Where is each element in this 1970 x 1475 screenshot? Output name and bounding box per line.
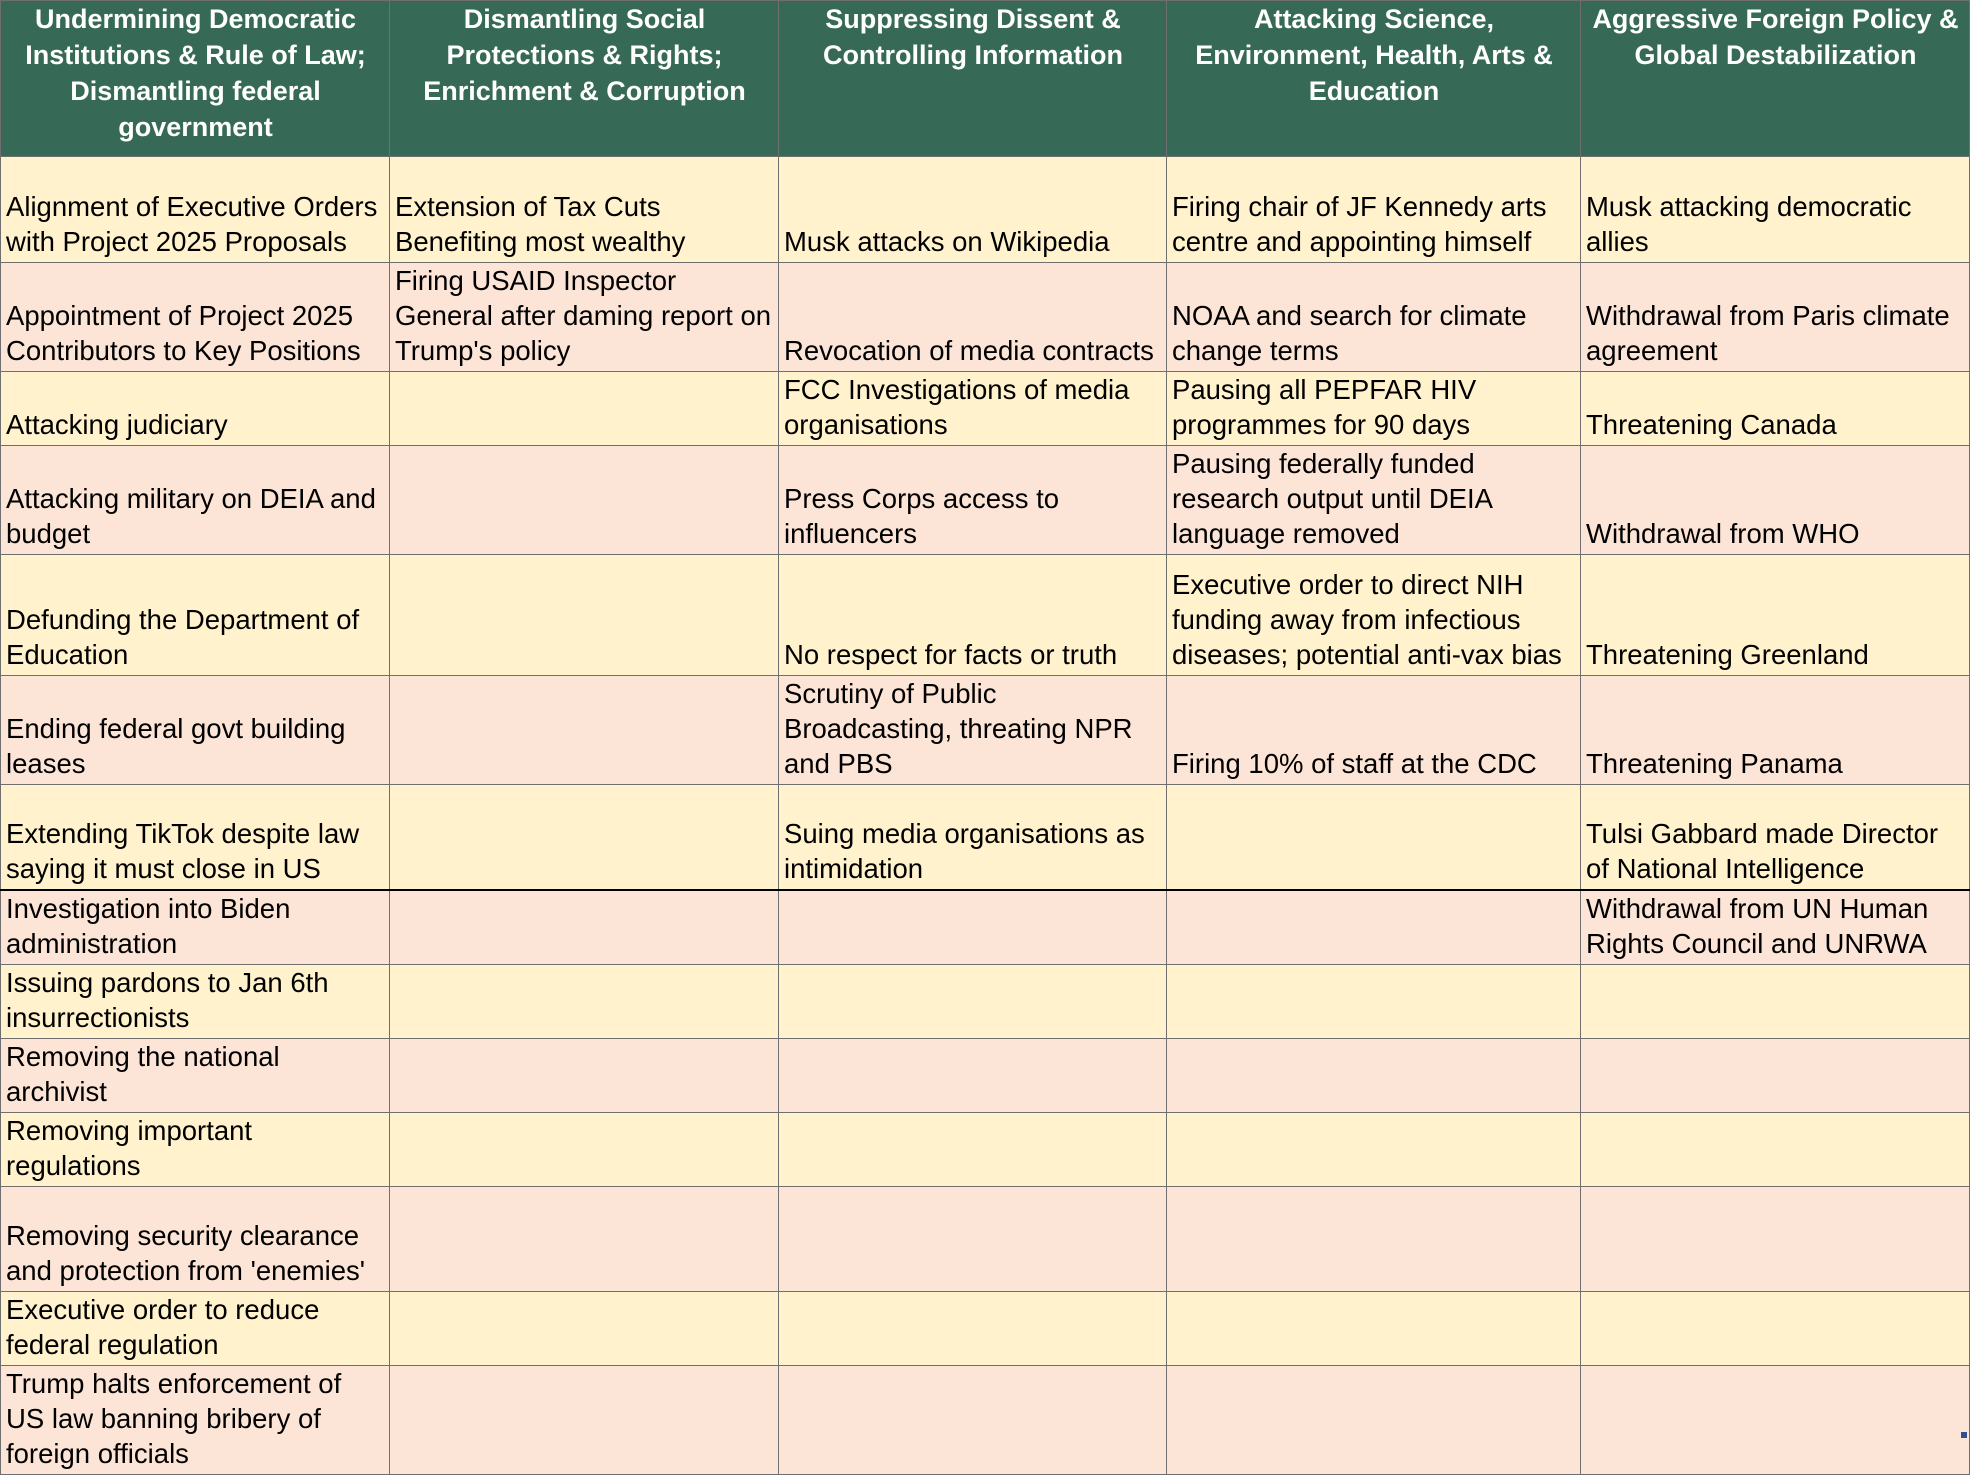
table-cell[interactable] [390,372,779,446]
table-cell[interactable]: Firing chair of JF Kennedy arts centre and appointing himself [1167,157,1581,263]
table-cell[interactable]: Musk attacks on Wikipedia [779,157,1167,263]
table-cell[interactable] [390,1291,779,1365]
table-row [1,1112,1970,1186]
table-cell[interactable]: Pausing federally funded research output until DEIA language removed [1167,446,1581,555]
table-cell[interactable]: Defunding the Department of Education [1,555,390,676]
table-cell[interactable]: Appointment of Project 2025 Contributors to Key Positions [1,263,390,372]
table-cell[interactable]: Investigation into Biden administration [1,890,390,965]
table-cell[interactable] [779,1291,1167,1365]
column-header[interactable]: Suppressing Dissent & Controlling Information [779,1,1167,157]
table-cell[interactable]: No respect for facts or truth [779,555,1167,676]
table-row [1,372,1970,446]
table-cell[interactable]: Withdrawal from WHO [1581,446,1970,555]
table-cell[interactable]: NOAA and search for climate change terms [1167,263,1581,372]
table-cell[interactable]: Removing the national archivist [1,1038,390,1112]
table-cell[interactable] [779,964,1167,1038]
column-header[interactable]: Aggressive Foreign Policy & Global Destabilization [1581,1,1970,157]
table-cell[interactable]: Extension of Tax Cuts Benefiting most wealthy [390,157,779,263]
table-cell[interactable] [1167,964,1581,1038]
table-cell[interactable]: Alignment of Executive Orders with Project 2025 Proposals [1,157,390,263]
table-cell[interactable] [779,1186,1167,1291]
table-row [1,446,1970,555]
column-header[interactable]: Dismantling Social Protections & Rights; Enrichment & Corruption [390,1,779,157]
table-row [1,785,1970,890]
table-cell[interactable]: Pausing all PEPFAR HIV programmes for 90 days [1167,372,1581,446]
table-row [1,964,1970,1038]
table-cell[interactable] [390,785,779,890]
table-cell[interactable]: Executive order to reduce federal regulation [1,1291,390,1365]
table-cell[interactable] [390,555,779,676]
table-cell[interactable] [1167,785,1581,890]
table-cell[interactable] [1581,964,1970,1038]
table-cell[interactable] [390,1365,779,1474]
table-row [1,890,1970,965]
table-cell[interactable] [390,890,779,965]
table-cell[interactable] [390,1038,779,1112]
header-row [1,1,1970,157]
table-cell[interactable] [1167,890,1581,965]
table-cell[interactable] [1581,1365,1970,1474]
table-cell[interactable] [1581,1186,1970,1291]
table-row [1,263,1970,372]
table-cell[interactable] [390,1186,779,1291]
table-cell[interactable] [779,1365,1167,1474]
table-cell[interactable]: Firing USAID Inspector General after daming report on Trump's policy [390,263,779,372]
table-cell[interactable]: Ending federal govt building leases [1,676,390,785]
table-cell[interactable]: Firing 10% of staff at the CDC [1167,676,1581,785]
table-cell[interactable]: Extending TikTok despite law saying it must close in US [1,785,390,890]
table-cell[interactable] [390,964,779,1038]
table-cell[interactable]: Executive order to direct NIH funding away from infectious diseases; potential anti-vax bias [1167,555,1581,676]
table-cell[interactable] [1581,1291,1970,1365]
table-row [1,676,1970,785]
table-cell[interactable] [1167,1291,1581,1365]
table-cell[interactable] [1581,1112,1970,1186]
fill-handle[interactable] [1961,1432,1967,1438]
table-cell[interactable]: Attacking military on DEIA and budget [1,446,390,555]
table-cell[interactable] [390,676,779,785]
table-cell[interactable]: Issuing pardons to Jan 6th insurrectionists [1,964,390,1038]
table-cell[interactable] [1167,1038,1581,1112]
table-cell[interactable]: Scrutiny of Public Broadcasting, threating NPR and PBS [779,676,1167,785]
table-cell[interactable] [1167,1365,1581,1474]
table-cell[interactable]: Trump halts enforcement of US law banning bribery of foreign officials [1,1365,390,1474]
table-cell[interactable] [1167,1186,1581,1291]
table-cell[interactable]: Press Corps access to influencers [779,446,1167,555]
table-cell[interactable]: Musk attacking democratic allies [1581,157,1970,263]
table-cell[interactable]: Withdrawal from Paris climate agreement [1581,263,1970,372]
table-cell[interactable]: Threatening Panama [1581,676,1970,785]
table-cell[interactable] [1167,1112,1581,1186]
table-cell[interactable]: Tulsi Gabbard made Director of National Intelligence [1581,785,1970,890]
column-header[interactable]: Attacking Science, Environment, Health, Arts & Education [1167,1,1581,157]
table-row [1,1291,1970,1365]
table-cell[interactable]: Removing security clearance and protection from 'enemies' [1,1186,390,1291]
table-cell[interactable]: Threatening Greenland [1581,555,1970,676]
table-cell[interactable]: Removing important regulations [1,1112,390,1186]
table-cell[interactable] [1581,1038,1970,1112]
table-row [1,1038,1970,1112]
table-cell[interactable]: Withdrawal from UN Human Rights Council and UNRWA [1581,890,1970,965]
table-row [1,1186,1970,1291]
table-cell[interactable] [779,1038,1167,1112]
table-cell[interactable]: Revocation of media contracts [779,263,1167,372]
table-cell[interactable] [779,1112,1167,1186]
table-cell[interactable]: Attacking judiciary [1,372,390,446]
table-cell[interactable] [779,890,1167,965]
table-cell[interactable] [390,1112,779,1186]
column-header[interactable]: Undermining Democratic Institutions & Rule of Law; Dismantling federal government [1,1,390,157]
table-row [1,1365,1970,1474]
table-cell[interactable] [390,446,779,555]
table-row [1,555,1970,676]
table-cell[interactable]: FCC Investigations of media organisations [779,372,1167,446]
table-cell[interactable]: Threatening Canada [1581,372,1970,446]
table-row [1,157,1970,263]
table-cell[interactable]: Suing media organisations as intimidation [779,785,1167,890]
